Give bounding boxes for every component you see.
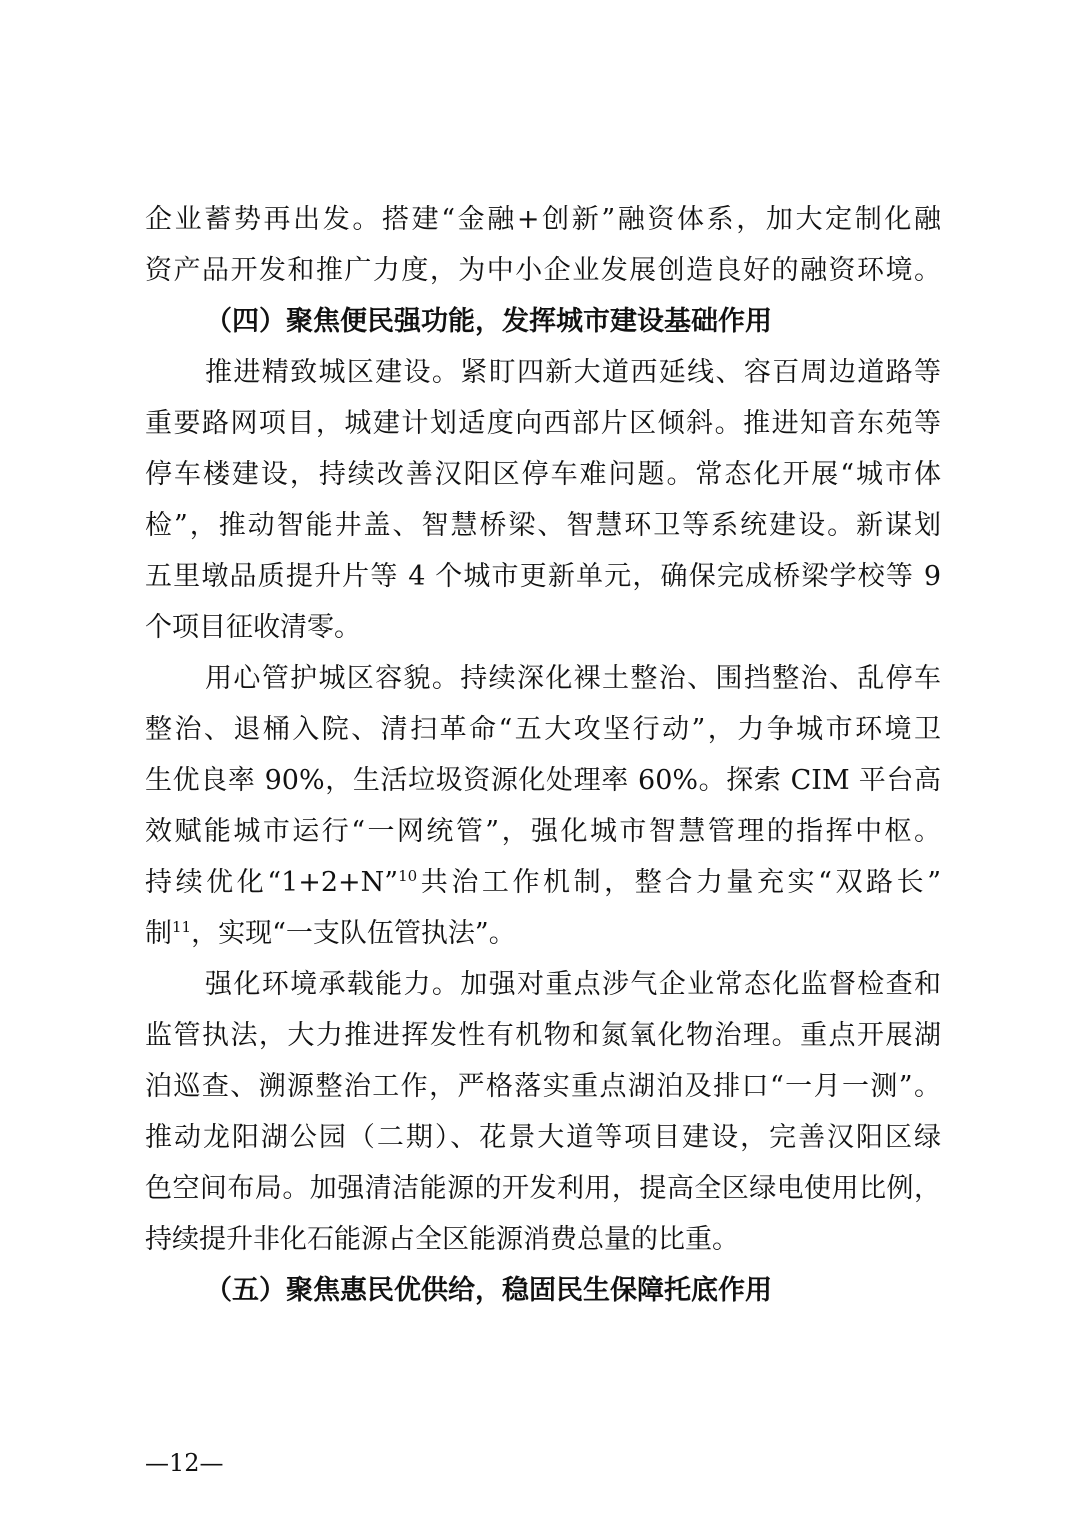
body-text-line: 重要路网项目，城建计划适度向西部片区倾斜。推进知音东苑等 (145, 408, 941, 439)
body-text-line: 色空间布局。加强清洁能源的开发利用，提高全区绿电使用比例， (145, 1173, 941, 1204)
body-text-line: 泊巡查、溯源整治工作，严格落实重点湖泊及排口“一月一测”。 (145, 1071, 941, 1102)
body-text-line: 资产品开发和推广力度，为中小企业发展创造良好的融资环境。 (145, 255, 941, 286)
section-heading-5: （五）聚焦惠民优供给，稳固民生保障托底作用 (205, 1275, 772, 1306)
footnote-marker: 10 (398, 867, 418, 885)
text-segment: ，实现“一支队伍管执法”。 (191, 918, 516, 949)
text-segment: 持续优化“1+2+N” (145, 867, 399, 898)
body-text-line: 强化环境承载能力。加强对重点涉气企业常态化监督检查和 (205, 969, 941, 1000)
body-text-line: 持续提升非化石能源占全区能源消费总量的比重。 (145, 1224, 739, 1255)
body-text-line: 生优良率 90%，生活垃圾资源化处理率 60%。探索 CIM 平台高 (145, 765, 941, 796)
body-text-line: 停车楼建设，持续改善汉阳区停车难问题。常态化开展“城市体 (145, 459, 941, 490)
body-text-line: 个项目征收清零。 (145, 612, 361, 643)
page-number: —12— (145, 1449, 224, 1477)
body-text-line: 五里墩品质提升片等 4 个城市更新单元，确保完成桥梁学校等 9 (145, 561, 941, 592)
body-text-line: 用心管护城区容貌。持续深化裸土整治、围挡整治、乱停车 (205, 663, 941, 694)
body-text-line: 企业蓄势再出发。搭建“金融+创新”融资体系，加大定制化融 (145, 204, 941, 235)
body-text-line: 监管执法，大力推进挥发性有机物和氮氧化物治理。重点开展湖 (145, 1020, 941, 1051)
body-text-line: 效赋能城市运行“一网统管”，强化城市智慧管理的指挥中枢。 (145, 816, 941, 847)
body-text-line: 整治、退桶入院、清扫革命“五大攻坚行动”，力争城市环境卫 (145, 714, 941, 745)
footnote-marker: 11 (172, 918, 192, 936)
text-segment: 制 (145, 918, 172, 949)
section-heading-4: （四）聚焦便民强功能，发挥城市建设基础作用 (205, 306, 772, 337)
text-segment: 共治工作机制，整合力量充实“双路长” (417, 867, 941, 898)
body-text-line (145, 861, 941, 905)
body-text-line: 推进精致城区建设。紧盯四新大道西延线、容百周边道路等 (205, 357, 941, 388)
body-text-line: 检”，推动智能井盖、智慧桥梁、智慧环卫等系统建设。新谋划 (145, 510, 941, 541)
body-text-line: 推动龙阳湖公园（二期）、花景大道等项目建设，完善汉阳区绿 (145, 1122, 941, 1153)
body-text-line (145, 912, 941, 956)
